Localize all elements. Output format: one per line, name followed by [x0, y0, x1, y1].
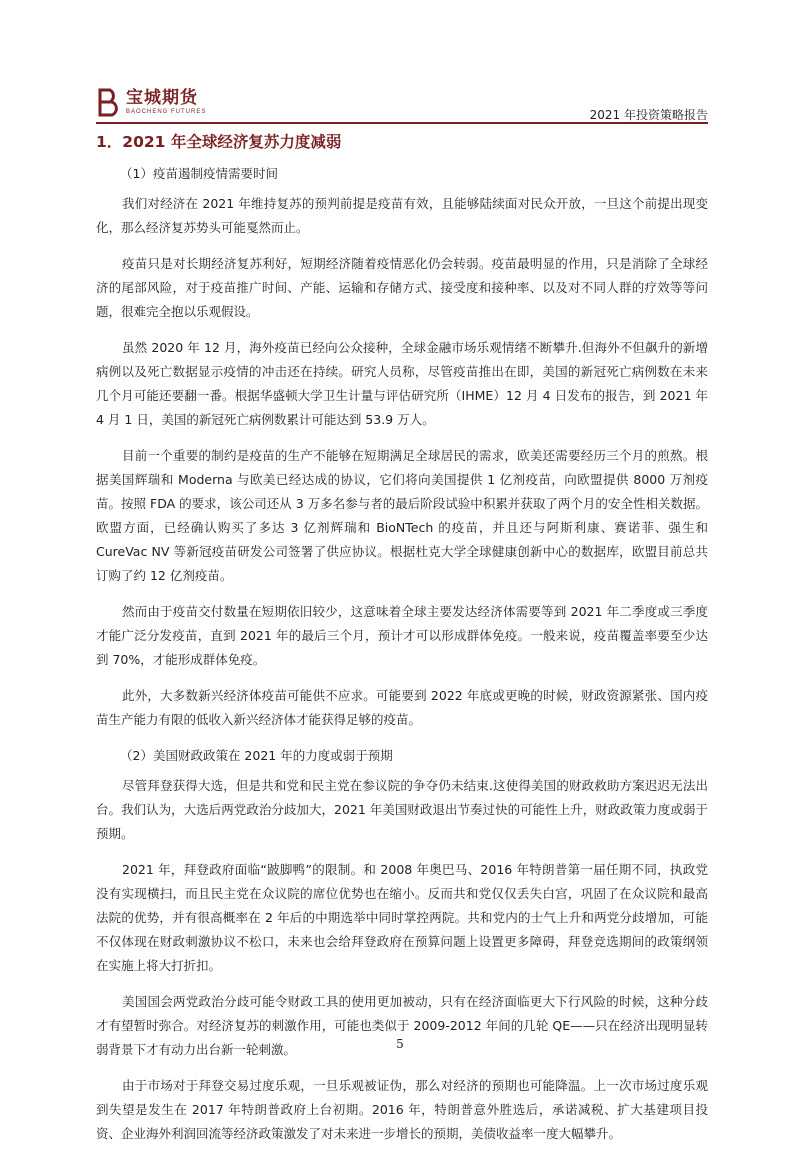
page-content: [96, 128, 708, 1158]
paragraph: 此外，大多数新兴经济体疫苗可能供不应求。可能要到 2022 年底或更晚的时候，财政资源紧张、国内疫苗生产能力有限的低收入新兴经济体才能获得足够的疫苗。: [96, 688, 708, 727]
paragraph: 尽管拜登获得大选，但是共和党和民主党在参议院的争夺仍未结束.这使得美国的财政救助方案迟迟无法出台。我们认为，大选后两党政治分歧加大，2021 年美国财政退出节奏过快的可能性上升，财政政策力度或弱于预期。: [96, 778, 708, 841]
paragraph: 虽然 2020 年 12 月，海外疫苗已经向公众接种，全球金融市场乐观情绪不断攀升.但海外不但飙升的新增病例以及死亡数据显示疫情的冲击还在持续。研究人员称，尽管疫苗推出在即，美国的新冠死亡病例数在未来几个月可能还要翻一番。根据华盛顿大学卫生计量与评估研究所（IHME）12 月 4 日发布的报告，到 2021 年 4 月 1 日，美国的新冠死亡病例数累计可能达到 53.9 万人。: [96, 340, 708, 427]
section-title: 1．2021 年全球经济复苏力度减弱: [96, 133, 342, 151]
paragraph: 由于市场对于拜登交易过度乐观，一旦乐观被证伪，那么对经济的预期也可能降温。上一次市场过度乐观到失望是发生在 2017 年特朗普政府上台初期。2016 年，特朗普意外胜选后，承诺减税、扩大基建项目投资、企业海外利润回流等经济政策激发了对未来进一步增长的预期，美债收益率一度大幅攀升。: [96, 1078, 708, 1141]
logo-chinese-name: 宝城期货: [126, 88, 198, 108]
subsection-title-2: （2）美国财政政策在 2021 年的力度或弱于预期: [120, 748, 393, 763]
page-header: [96, 84, 708, 122]
header-divider: [96, 122, 708, 124]
company-logo: [96, 84, 206, 120]
paragraph: 我们对经济在 2021 年维持复苏的预判前提是疫苗有效，且能够陆续面对民众开放，一旦这个前提出现变化，那么经济复苏势头可能戛然而止。: [96, 196, 708, 235]
subsection-title-1: （1）疫苗遏制疫情需要时间: [120, 166, 278, 181]
report-title: 2021 年投资策略报告: [589, 108, 708, 122]
logo-english-name: BAOCHENG FUTURES: [126, 109, 207, 115]
baocheng-logo-icon: [96, 86, 122, 118]
logo-text: [126, 88, 206, 116]
paragraph: 疫苗只是对长期经济复苏利好，短期经济随着疫情恶化仍会转弱。疫苗最明显的作用，只是消除了全球经济的尾部风险，对于疫苗推广时间、产能、运输和存储方式、接受度和接种率、以及对不同人群的疗效等等问题，很难完全抱以乐观假设。: [96, 256, 708, 319]
page-number: 5: [396, 1037, 404, 1051]
paragraph: 美国国会两党政治分歧可能令财政工具的使用更加被动，只有在经济面临更大下行风险的时候，这种分歧才有望暂时弥合。对经济复苏的刺激作用，可能也类似于 2009-2012 年间的几轮 QE——只在经济出现明显转弱背景下才有动力出台新一轮刺激。: [96, 994, 708, 1057]
paragraph: 目前一个重要的制约是疫苗的生产不能够在短期满足全球居民的需求，欧美还需要经历三个月的煎熬。根据美国辉瑞和 Moderna 与欧美已经达成的协议，它们将向美国提供 1 亿剂疫苗，向欧盟提供 8000 万剂疫苗。按照 FDA 的要求，该公司还从 3 万多名参与者的最后阶段试验中积累并获取了两个月的安全性相关数据。欧盟方面，已经确认购买了多达 3 亿剂辉瑞和 BioNTech 的疫苗，并且还与阿斯利康、赛诺菲、强生和 CureVac NV 等新冠疫苗研发公司签署了供应协议。根据杜克大学全球健康创新中心的数据库，欧盟目前总共订购了约 12 亿剂疫苗。: [96, 448, 708, 583]
paragraph: 2021 年，拜登政府面临“跛脚鸭”的限制。和 2008 年奥巴马、2016 年特朗普第一届任期不同，执政党没有实现横扫，而且民主党在众议院的席位优势也在缩小。反而共和党仅仅丢失白宫，巩固了在众议院和最高法院的优势，并有很高概率在 2 年后的中期选举中同时掌控两院。共和党内的士气上升和两党分歧增加，可能不仅体现在财政刺激协议不松口，未来也会给拜登政府在预算问题上设置更多障碍，拜登竞选期间的政策纲领在实施上将大打折扣。: [96, 862, 708, 973]
paragraph: 然而由于疫苗交付数量在短期依旧较少，这意味着全球主要发达经济体需要等到 2021 年二季度或三季度才能广泛分发疫苗，直到 2021 年的最后三个月，预计才可以形成群体免疫。一般来说，疫苗覆盖率要至少达到 70%，才能形成群体免疫。: [96, 604, 708, 667]
